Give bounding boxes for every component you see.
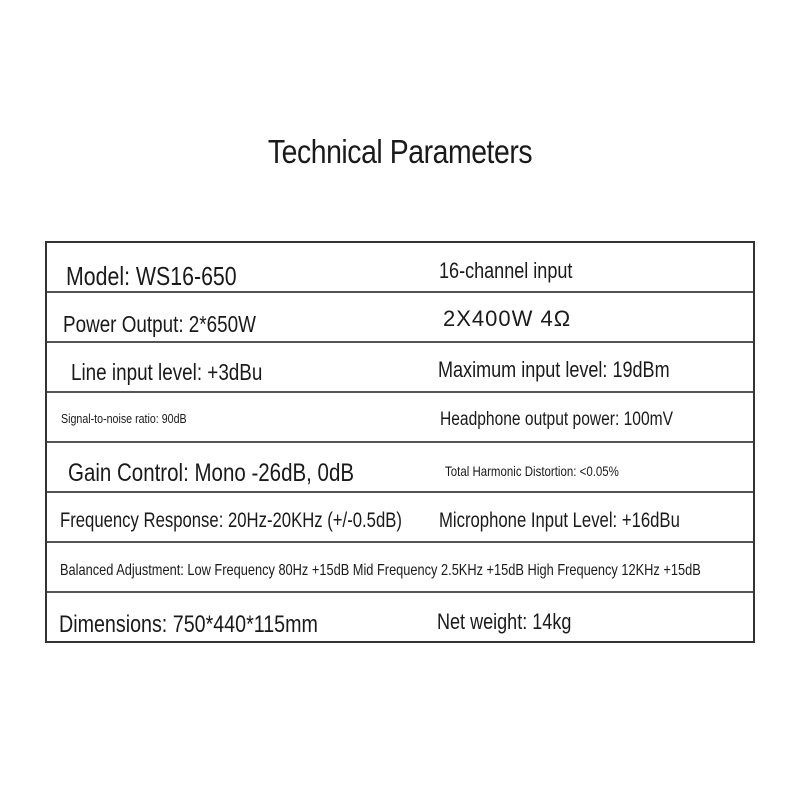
channel-input-label: 16-channel input xyxy=(439,258,573,283)
thd-label: Total Harmonic Distortion: <0.05% xyxy=(445,463,619,479)
model-label: Model: WS16-650 xyxy=(66,261,237,291)
power-rating-label: 2X400W 4Ω xyxy=(443,306,572,331)
dimensions-label: Dimensions: 750*440*115mm xyxy=(59,611,318,638)
line-input-level-label: Line input level: +3dBu xyxy=(71,359,263,385)
table-row xyxy=(47,593,753,643)
table-row xyxy=(47,293,753,343)
table-row xyxy=(47,393,753,443)
max-input-level-label: Maximum input level: 19dBm xyxy=(438,357,670,382)
balanced-adjustment-label: Balanced Adjustment: Low Frequency 80Hz +15dB Mid Frequency 2.5KHz +15dB High Frequency 12KHz +15dB xyxy=(60,562,701,579)
table-row xyxy=(47,343,753,393)
parameters-table xyxy=(45,241,755,643)
page-title: Technical Parameters xyxy=(267,133,533,170)
power-output-label: Power Output: 2*650W xyxy=(63,311,256,337)
net-weight-label: Net weight: 14kg xyxy=(437,609,572,634)
gain-control-label: Gain Control: Mono -26dB, 0dB xyxy=(68,459,355,487)
snr-label: Signal-to-noise ratio: 90dB xyxy=(61,411,187,426)
headphone-power-label: Headphone output power: 100mV xyxy=(440,409,674,430)
table-row xyxy=(47,443,753,493)
frequency-response-label: Frequency Response: 20Hz-20KHz (+/-0.5dB) xyxy=(60,509,402,532)
table-row xyxy=(47,493,753,543)
mic-input-level-label: Microphone Input Level: +16dBu xyxy=(439,509,680,532)
table-row xyxy=(47,543,753,593)
table-row xyxy=(47,243,753,293)
